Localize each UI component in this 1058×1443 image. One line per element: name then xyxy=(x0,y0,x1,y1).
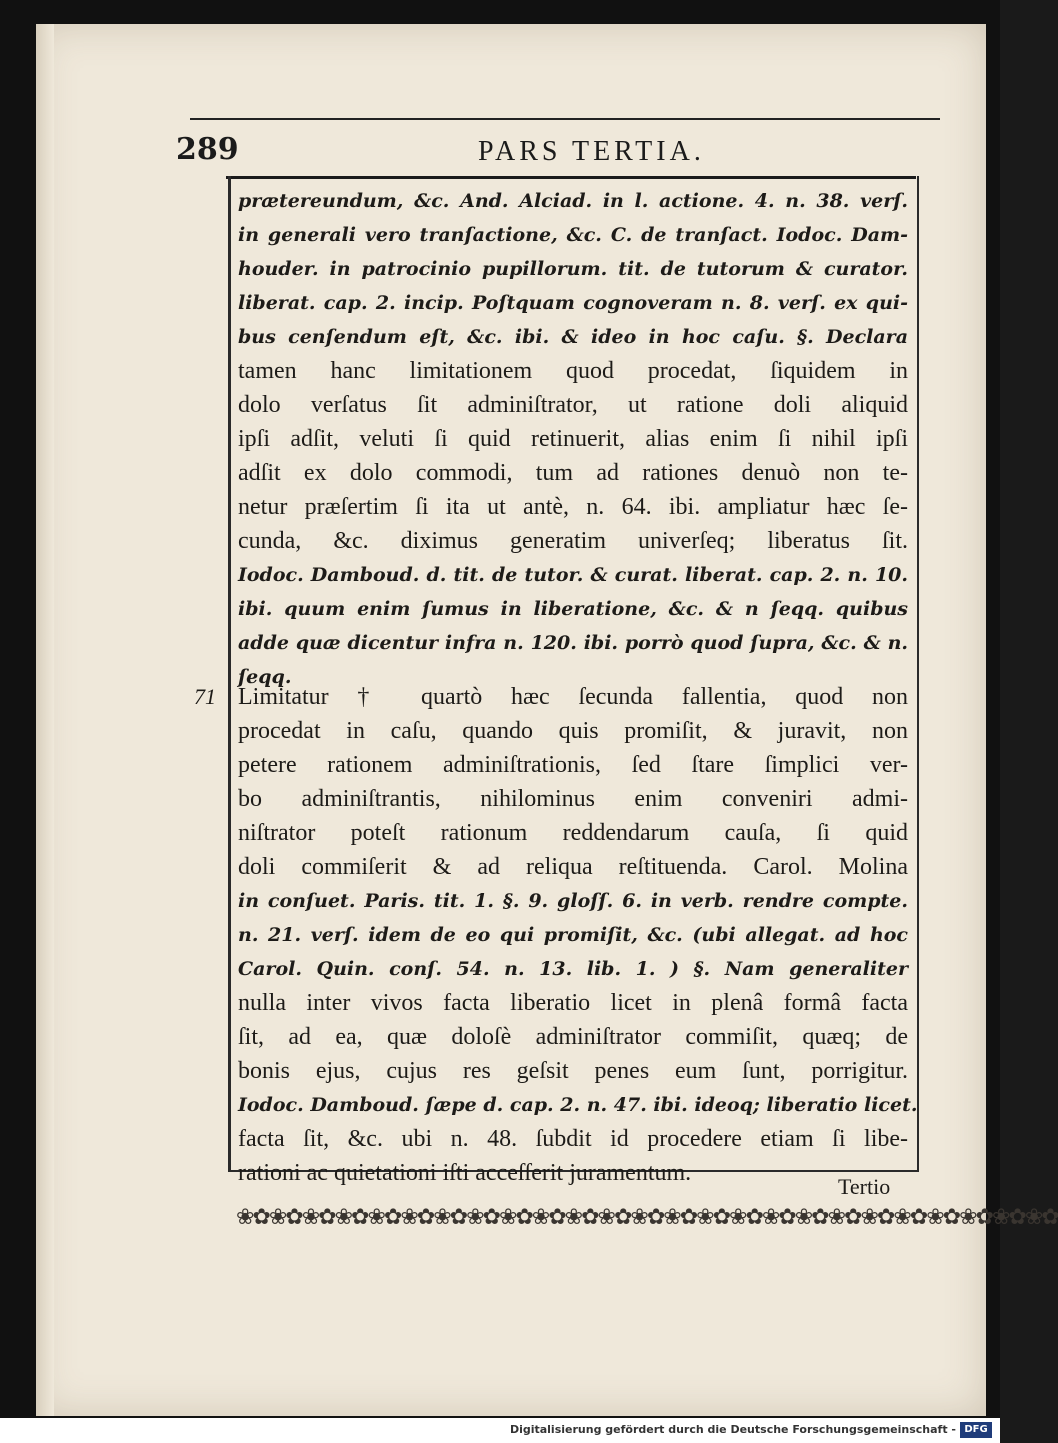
header-bottom-rule xyxy=(226,176,916,179)
text-frame-right-rule xyxy=(917,176,919,1172)
text-line: Carol. Quin. conſ. 54. n. 13. lib. 1. ) §. Nam generaliter xyxy=(238,958,908,980)
dfg-logo: DFG xyxy=(960,1422,992,1438)
text-line: doli commiſerit & ad reliqua reſtituenda. Carol. Molina xyxy=(238,854,908,880)
text-line: ſeqq. xyxy=(238,666,292,688)
text-line: houder. in patrocinio pupillorum. tit. de tutorum & curator. xyxy=(238,258,908,280)
header-top-rule xyxy=(190,118,940,120)
text-line: netur præſertim ſi ita ut antè, n. 64. ibi. ampliatur hæc ſe- xyxy=(238,494,908,520)
text-line: in conſuet. Paris. tit. 1. §. 9. gloſſ. 6. in verb. rendre compte. xyxy=(238,890,908,912)
paragraph-1 xyxy=(238,184,908,694)
text-line: ibi. quum enim ſumus in liberatione, &c. & n ſeqq. quibus xyxy=(238,598,908,620)
paragraph-2 xyxy=(238,680,918,1190)
text-line: tamen hanc limitationem quod procedat, ſiquidem in xyxy=(238,358,908,384)
text-line: in generali vero tranſactione, &c. C. de tranſact. Iodoc. Dam- xyxy=(238,224,908,246)
text-line: bus cenſendum eſt, &c. ibi. & ideo in hoc caſu. §. Declara xyxy=(238,326,908,348)
text-frame-left-rule xyxy=(228,176,231,1172)
text-line: cunda, &c. diximus generatim univerſeq; liberatus ſit. xyxy=(238,528,908,554)
text-line: petere rationem adminiſtrationis, ſed ſtare ſimplici ver- xyxy=(238,752,908,778)
running-head: PARS TERTIA. xyxy=(478,136,705,167)
text-line: bonis ejus, cujus res geſsit penes eum ſunt, porrigitur. xyxy=(238,1058,908,1084)
text-line: n. 21. verſ. idem de eo qui promiſit, &c. (ubi allegat. ad hoc xyxy=(238,924,908,946)
text-line: adde quæ dicentur infra n. 120. ibi. porrò quod ſupra, &c. & n. xyxy=(238,632,908,654)
digitization-footer xyxy=(0,1418,1000,1443)
page-gutter-shadow xyxy=(36,24,54,1416)
text-line: prætereundum, &c. And. Alciad. in l. actione. 4. n. 38. verſ. xyxy=(238,190,908,212)
text-line: nulla inter vivos facta liberatio licet in plenâ formâ facta xyxy=(238,990,908,1016)
ornament-border: ❀✿❀✿❀✿❀✿❀✿❀✿❀✿❀✿❀✿❀✿❀✿❀✿❀✿❀✿❀✿❀✿❀✿❀✿❀✿❀✿❀✿❀✿❀✿❀✿❀✿ xyxy=(236,1205,1058,1230)
text-line: Iodoc. Damboud. d. tit. de tutor. & curat. liberat. cap. 2. n. 10. xyxy=(238,564,908,586)
catchword: Tertio xyxy=(838,1174,891,1199)
text-line: adſit ex dolo commodi, tum ad rationes denuò non te- xyxy=(238,460,908,486)
text-line: niſtrator poteſt rationum reddendarum cauſa, ſi quid xyxy=(238,820,908,846)
text-line: facta ſit, &c. ubi n. 48. ſubdit id procedere etiam ſi libe- xyxy=(238,1126,908,1152)
page-number: 289 xyxy=(176,132,239,167)
text-line: procedat in caſu, quando quis promiſit, & juravit, non xyxy=(238,718,908,744)
text-line: ipſi adſit, veluti ſi quid retinuerit, alias enim ſi nihil ipſi xyxy=(238,426,908,452)
text-line: Limitatur † quartò hæc ſecunda fallentia, quod non xyxy=(238,684,908,710)
text-line: ſit, ad ea, quæ doloſè adminiſtrator commiſit, quæq; de xyxy=(238,1024,908,1050)
text-line: dolo verſatus ſit adminiſtrator, ut ratione doli aliquid xyxy=(238,392,908,418)
text-line: Iodoc. Damboud. ſæpe d. cap. 2. n. 47. ibi. ideoq; liberatio licet. xyxy=(238,1094,918,1116)
footer-credit: Digitalisierung gefördert durch die Deutsche Forschungsgemeinschaft - xyxy=(509,1423,956,1436)
text-line: liberat. cap. 2. incip. Poſtquam cognoveram n. 8. verſ. ex qui- xyxy=(238,292,908,314)
text-line: bo adminiſtrantis, nihilominus enim conveniri admi- xyxy=(238,786,908,812)
marginal-section-number: 71 xyxy=(194,684,216,709)
text-line: rationi ac quietationi iſti acceſſerit juramentum. xyxy=(238,1160,692,1186)
